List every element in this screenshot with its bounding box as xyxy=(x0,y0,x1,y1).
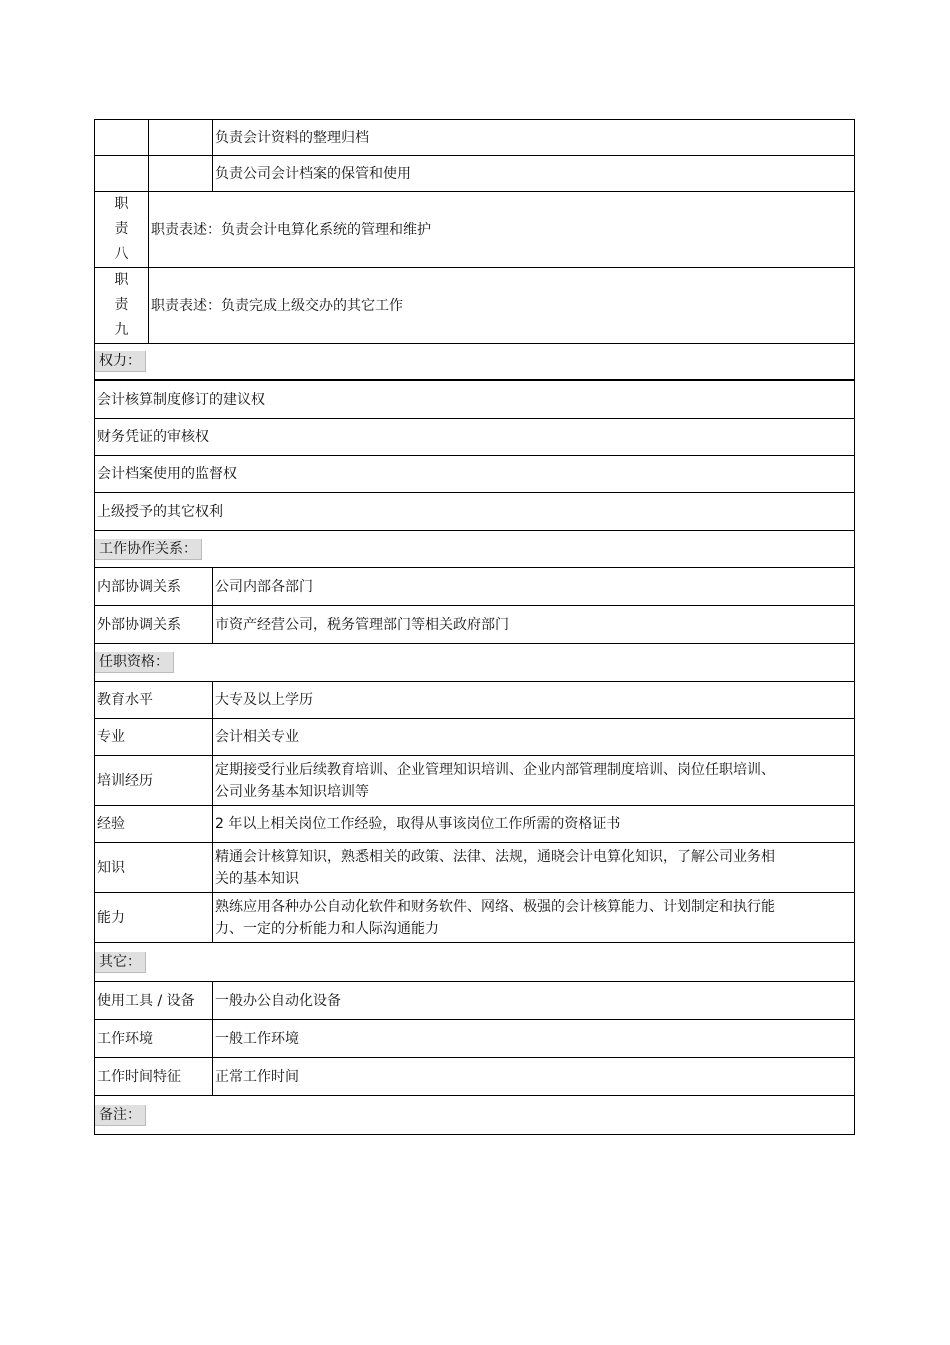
table-row xyxy=(94,756,855,806)
list-item xyxy=(94,456,855,493)
row-value: 一般工作环境 xyxy=(215,1030,299,1047)
row-value: 精通会计核算知识，熟悉相关的政策、法律、法规，通晓会计电算化知识，了解公司业务相关的基本知识 xyxy=(215,848,775,887)
table-row xyxy=(94,1020,855,1058)
qualifications-section xyxy=(95,644,854,681)
powers-section xyxy=(95,344,854,379)
power-item: 会计档案使用的监督权 xyxy=(97,466,237,482)
row-value: 会计相关专业 xyxy=(215,729,299,745)
table-row xyxy=(94,568,855,606)
row-value: 市资产经营公司，税务管理部门等相关政府部门 xyxy=(215,616,509,633)
duty-label-char: 责 xyxy=(114,297,129,313)
row-label: 内部协调关系 xyxy=(95,568,213,605)
section-header: 任职资格： xyxy=(95,652,174,673)
table-row xyxy=(94,682,855,719)
section-header: 其它： xyxy=(95,952,146,973)
row-value: 熟练应用各种办公自动化软件和财务软件、网络、极强的会计核算能力、计划制定和执行能力、一定的分析能力和人际沟通能力 xyxy=(215,898,775,937)
power-item: 上级授予的其它权利 xyxy=(97,503,223,520)
section-header-row xyxy=(94,344,855,381)
duty-sub-cell xyxy=(149,156,213,191)
duty-label xyxy=(95,268,149,343)
row-label: 知识 xyxy=(95,843,213,892)
duty-label-char: 职 xyxy=(114,196,129,212)
list-item xyxy=(94,381,855,419)
row-label: 能力 xyxy=(95,893,213,942)
duty-label-cell xyxy=(95,156,149,191)
table-row xyxy=(94,719,855,756)
duty-label-char: 责 xyxy=(114,221,129,237)
others-section xyxy=(95,943,854,981)
duty-row xyxy=(94,192,855,268)
row-label: 经验 xyxy=(95,806,213,842)
duty-task: 负责公司会计档案的保管和使用 xyxy=(215,165,411,182)
row-value: 一般办公自动化设备 xyxy=(215,992,341,1009)
power-item: 会计核算制度修订的建议权 xyxy=(97,391,265,408)
relations-section xyxy=(95,531,854,567)
section-header-row xyxy=(94,943,855,982)
row-value: 正常工作时间 xyxy=(215,1068,299,1085)
section-header-row xyxy=(94,531,855,568)
row-value: 大专及以上学历 xyxy=(215,692,313,708)
job-description-table xyxy=(94,119,855,1135)
row-label: 使用工具 / 设备 xyxy=(95,982,213,1019)
duty-task: 负责会计资料的整理归档 xyxy=(215,129,369,146)
duty-label xyxy=(95,192,149,267)
section-header-row xyxy=(94,1096,855,1135)
section-header: 备注： xyxy=(95,1105,146,1126)
table-row xyxy=(94,893,855,943)
duty-label-cell xyxy=(95,120,149,155)
duty-task-row xyxy=(94,156,855,192)
duty-task-row xyxy=(94,119,855,156)
table-row xyxy=(94,1058,855,1096)
duty-sub-cell xyxy=(149,120,213,155)
row-value: 公司内部各部门 xyxy=(215,578,313,595)
list-item xyxy=(94,493,855,531)
duty-label-char: 九 xyxy=(114,322,129,338)
duty-label-char: 职 xyxy=(114,272,129,288)
row-label: 专业 xyxy=(95,719,213,755)
list-item xyxy=(94,419,855,456)
section-header: 工作协作关系： xyxy=(95,539,202,560)
table-row xyxy=(94,806,855,843)
duty-description: 职责表述：负责会计电算化系统的管理和维护 xyxy=(151,221,431,238)
row-label: 外部协调关系 xyxy=(95,606,213,643)
duty-label-char: 八 xyxy=(114,246,129,262)
table-row xyxy=(94,843,855,893)
row-label: 工作时间特征 xyxy=(95,1058,213,1095)
section-header: 权力： xyxy=(95,351,146,372)
row-value: 定期接受行业后续教育培训、企业管理知识培训、企业内部管理制度培训、岗位任职培训、公司业务基本知识培训等 xyxy=(215,761,775,800)
power-item: 财务凭证的审核权 xyxy=(97,429,209,445)
row-label: 培训经历 xyxy=(95,756,213,805)
table-row xyxy=(94,606,855,644)
duty-description: 职责表述：负责完成上级交办的其它工作 xyxy=(151,297,403,314)
duty-row xyxy=(94,268,855,344)
row-label: 教育水平 xyxy=(95,682,213,718)
remarks-section xyxy=(95,1096,854,1134)
section-header-row xyxy=(94,644,855,682)
row-label: 工作环境 xyxy=(95,1020,213,1057)
table-row xyxy=(94,982,855,1020)
row-value: 2 年以上相关岗位工作经验，取得从事该岗位工作所需的资格证书 xyxy=(215,816,621,832)
